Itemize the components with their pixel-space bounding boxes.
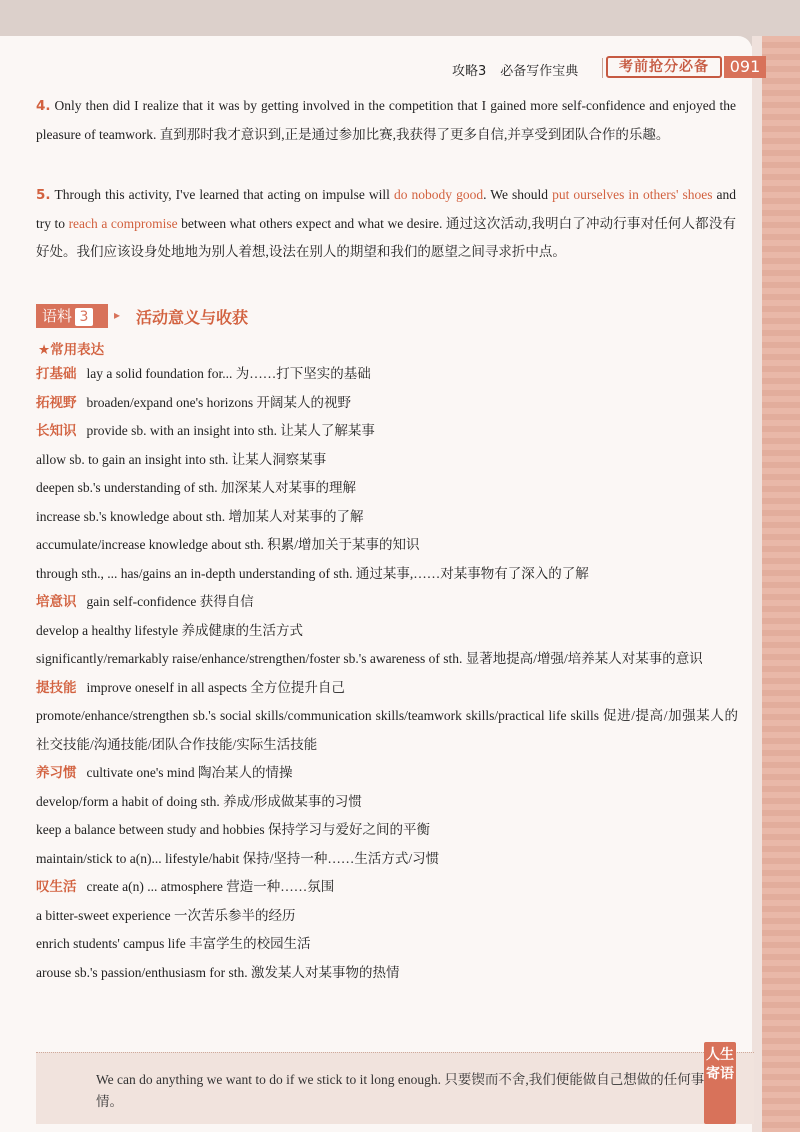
- expression-line: [36, 417, 738, 446]
- breadcrumb: [452, 60, 592, 79]
- expression-text: broaden/expand one's horizons 开阔某人的视野: [86, 394, 352, 410]
- quote-text: We can do anything we want to do if we stick to it long enough. 只要锲而不舍,我们便能做自己想做的任何事情。: [96, 1072, 705, 1109]
- expression-category: 养习惯: [36, 765, 77, 781]
- expression-text: enrich students' campus life 丰富学生的校园生活: [36, 936, 311, 951]
- expression-text: improve oneself in all aspects 全方位提升自己: [86, 679, 345, 695]
- expression-category: 打基础: [36, 366, 77, 382]
- expression-line: [36, 474, 738, 503]
- expression-line: [36, 959, 738, 988]
- expression-line: [36, 531, 738, 560]
- expression-line: [36, 588, 738, 617]
- expression-text: create a(n) ... atmosphere 营造一种……氛围: [86, 879, 335, 894]
- expression-text: maintain/stick to a(n)... lifestyle/habit 保持/坚持一种……生活方式/习惯: [36, 850, 440, 866]
- page-edge-gap: [752, 36, 762, 1132]
- expression-text: significantly/remarkably raise/enhance/strengthen/foster sb.'s awareness of sth. 显著地提高/增强/培养某人对某事的意识: [36, 651, 703, 666]
- expression-line: [36, 759, 738, 788]
- expression-text: lay a solid foundation for... 为……打下坚实的基础: [86, 366, 371, 381]
- expression-line: [36, 845, 738, 874]
- expression-text: promote/enhance/strengthen sb.'s social skills/communication skills/teamwork skills/practical life skills 促进/提高/加强某人的社交技能/沟通技能/团队合作技能/实际生活技能: [36, 708, 738, 752]
- section-heading: [36, 304, 436, 330]
- crumb-title: 必备写作宝典: [500, 64, 579, 79]
- item-number: 4.: [36, 98, 51, 114]
- quote-box: [36, 1052, 754, 1124]
- expression-text: accumulate/increase knowledge about sth. 积累/增加关于某事的知识: [36, 537, 420, 552]
- expression-text: cultivate one's mind 陶冶某人的情操: [86, 765, 293, 780]
- expression-category: 长知识: [36, 423, 77, 439]
- subsection-heading: ★常用表达: [38, 342, 105, 358]
- expression-text: increase sb.'s knowledge about sth. 增加某人对某事的了解: [36, 508, 364, 524]
- expression-category: 提技能: [36, 679, 77, 696]
- expression-text: develop/form a habit of doing sth. 养成/形成做某事的习惯: [36, 793, 362, 809]
- header-divider: [602, 58, 603, 78]
- highlight-phrase: reach a compromise: [68, 215, 178, 231]
- expression-line: [36, 788, 738, 817]
- expression-category: 叹生活: [36, 879, 77, 895]
- expression-line: [36, 503, 738, 532]
- expression-line: [36, 674, 738, 703]
- expression-list: [36, 360, 738, 987]
- expression-text: through sth., ... has/gains an in-depth understanding of sth. 通过某事,……对某事物有了深入的了解: [36, 565, 589, 581]
- crumb-section: 攻略3: [452, 64, 487, 79]
- expression-text: gain self-confidence 获得自信: [86, 594, 254, 609]
- item-text-part: and try to: [36, 187, 737, 231]
- sentence-item-5: [36, 181, 736, 267]
- expression-text: allow sb. to gain an insight into sth. 让某人洞察某事: [36, 451, 327, 467]
- expression-text: develop a healthy lifestyle 养成健康的生活方式: [36, 622, 303, 638]
- item-text-part: Through this activity, I've learned that acting on impulse will: [54, 187, 394, 202]
- section-title: 活动意义与收获: [136, 308, 249, 327]
- expression-text: deepen sb.'s understanding of sth. 加深某人对某事的理解: [36, 480, 357, 495]
- item-text: Only then did I realize that it was by getting involved in the competition that I gained more self-confidence and enjoyed the pleasure of teamwork. 直到那时我才意识到,正是通过参加比赛,我获得了更多自信,并享受到团队合作的乐趣。: [36, 98, 736, 142]
- item-number: 5.: [36, 187, 51, 203]
- page-number: 091: [724, 56, 766, 78]
- expression-text: arouse sb.'s passion/enthusiasm for sth. 激发某人对某事物的热情: [36, 964, 400, 980]
- expression-text: a bitter-sweet experience 一次苦乐参半的经历: [36, 907, 296, 923]
- expression-line: [36, 930, 738, 959]
- expression-category: 培意识: [36, 594, 77, 610]
- expression-line: [36, 702, 738, 759]
- expression-text: keep a balance between study and hobbies 保持学习与爱好之间的平衡: [36, 822, 431, 837]
- arrow-icon: ▸: [114, 308, 121, 322]
- quote-tag: 人生寄语: [704, 1042, 736, 1124]
- section-badge: [36, 304, 108, 328]
- expression-line: [36, 389, 738, 418]
- expression-line: [36, 360, 738, 389]
- highlight-phrase: do nobody good: [393, 187, 484, 202]
- expression-line: [36, 816, 738, 845]
- expression-category: 拓视野: [36, 394, 77, 411]
- highlight-phrase: put ourselves in others' shoes: [552, 187, 713, 202]
- expression-line: [36, 560, 738, 589]
- item-text-part: between what others expect and what we desire. 通过这次活动,我明白了冲动行事对任何人都没有好处。我们应该设身处地地为别人着想,设法在别人的期望和我们的愿望之间寻求折中点。: [36, 215, 736, 259]
- expression-line: [36, 873, 738, 902]
- section-badge-label: 语料: [42, 307, 73, 325]
- page-edge-strip: [762, 36, 800, 1132]
- expression-line: [36, 446, 738, 475]
- expression-line: [36, 645, 738, 674]
- sentence-item-4: [36, 92, 736, 149]
- expression-text: provide sb. with an insight into sth. 让某人了解某事: [86, 423, 375, 438]
- item-text-part: . We should: [483, 187, 553, 202]
- running-header: [0, 52, 766, 82]
- expression-line: [36, 617, 738, 646]
- header-badge: 考前抢分必备: [606, 56, 722, 78]
- expression-line: [36, 902, 738, 931]
- section-badge-number: 3: [75, 308, 93, 326]
